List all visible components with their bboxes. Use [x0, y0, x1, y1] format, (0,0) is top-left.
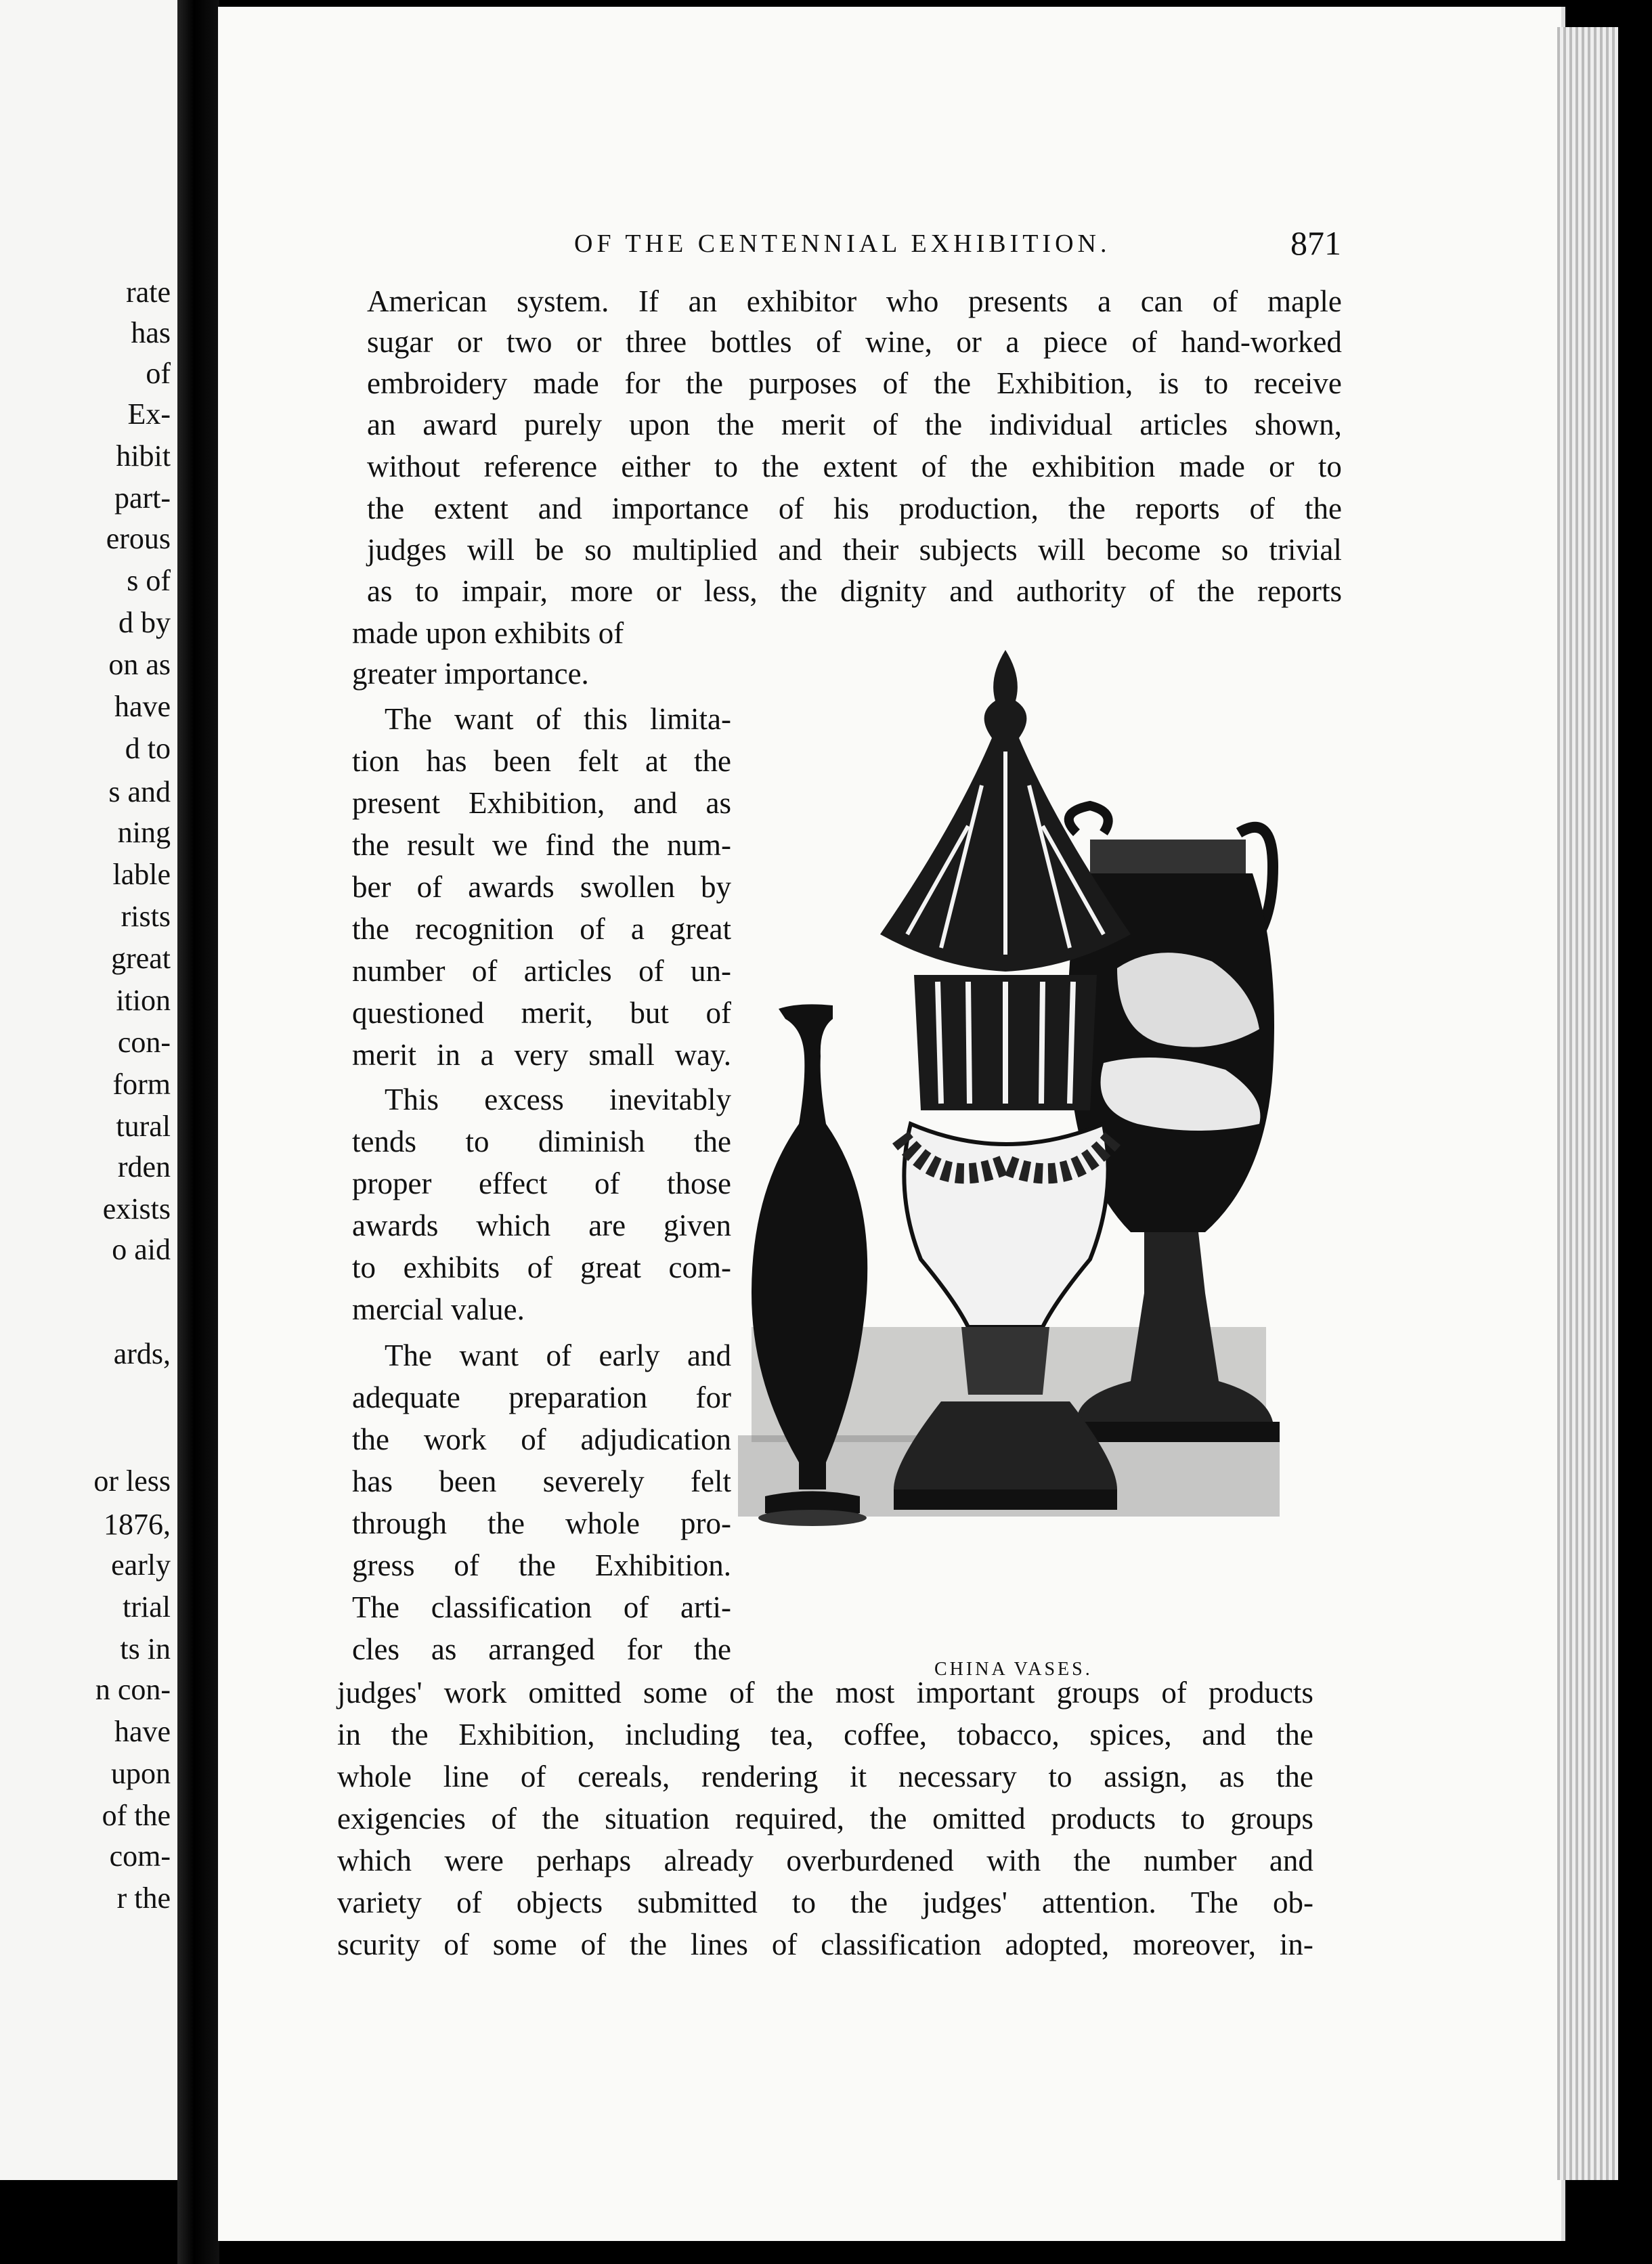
facing-page-line: exists — [102, 1192, 171, 1225]
text-line: American system. If an exhibitor who presents a can of maple — [367, 284, 1342, 318]
text-line: in the Exhibition, including tea, coffee, tobacco, spices, and the — [337, 1718, 1313, 1751]
text-line: variety of objects submitted to the judges' attention. The ob- — [337, 1886, 1313, 1919]
text-line: present Exhibition, and as — [352, 786, 731, 820]
text-line: proper effect of those — [352, 1167, 731, 1200]
text-line: exigencies of the situation required, the omitted products to groups — [337, 1802, 1313, 1835]
text-line: made upon exhibits of — [352, 616, 624, 650]
figure-caption: CHINA VASES. — [934, 1659, 1093, 1680]
facing-page-line: Ex- — [127, 397, 171, 431]
text-line: sugar or two or three bottles of wine, or a piece of hand-worked — [367, 325, 1342, 359]
facing-page-line: d by — [118, 606, 171, 639]
text-line: mercial value. — [352, 1292, 525, 1326]
facing-page-line: lable — [112, 858, 171, 891]
text-line: number of articles of un- — [352, 954, 731, 988]
text-line: to exhibits of great com- — [352, 1250, 731, 1284]
text-line: tion has been felt at the — [352, 744, 731, 778]
facing-page-line: early — [111, 1548, 171, 1582]
facing-page-line: great — [111, 942, 171, 975]
facing-page-line: or less — [93, 1464, 171, 1498]
text-line: without reference either to the extent of the exhibition made or to — [367, 450, 1342, 483]
facing-page-line: of the — [102, 1799, 171, 1832]
facing-page-line: n con- — [95, 1673, 171, 1706]
text-line: awards which are given — [352, 1209, 731, 1242]
facing-page-line: upon — [111, 1757, 171, 1790]
facing-page-line: s and — [108, 775, 171, 808]
text-line: cles as arranged for the — [352, 1632, 731, 1666]
facing-page-line: d to — [125, 732, 171, 765]
china-vases-illustration — [738, 650, 1280, 1625]
facing-page-line: ts in — [120, 1632, 171, 1666]
facing-page-line: form — [112, 1068, 171, 1101]
facing-page-line: rists — [121, 900, 171, 933]
text-line: scurity of some of the lines of classification adopted, moreover, in- — [337, 1928, 1313, 1961]
text-line: the recognition of a great — [352, 912, 731, 946]
text-line: whole line of cereals, rendering it necessary to assign, as the — [337, 1760, 1313, 1793]
text-line: an award purely upon the merit of the individual articles shown, — [367, 408, 1342, 441]
facing-page-line: trial — [123, 1590, 171, 1624]
facing-page-line: rden — [117, 1150, 171, 1183]
facing-page-line: rate — [126, 276, 171, 309]
text-line: as to impair, more or less, the dignity and authority of the reports — [367, 574, 1342, 608]
facing-page-line: ards, — [113, 1337, 171, 1370]
text-line: the result we find the num- — [352, 828, 731, 862]
text-line: greater importance. — [352, 657, 589, 691]
facing-page-line: have — [114, 1715, 171, 1748]
facing-page-line: has — [131, 316, 171, 349]
text-line: The classification of arti- — [352, 1590, 731, 1624]
text-line: which were perhaps already overburdened with the number and — [337, 1844, 1313, 1877]
text-line: the extent and importance of his production, the reports of the — [367, 492, 1342, 525]
text-line: questioned merit, but of — [352, 996, 731, 1030]
text-line: tends to diminish the — [352, 1125, 731, 1158]
facing-page-line: erous — [106, 522, 171, 555]
text-line: through the whole pro- — [352, 1506, 731, 1540]
facing-page-line: ning — [117, 816, 171, 849]
running-head: OF THE CENTENNIAL EXHIBITION. — [574, 230, 1111, 258]
text-line: judges will be so multiplied and their subjects will become so trivial — [367, 533, 1342, 567]
text-line: The want of this limita- — [385, 702, 731, 736]
text-line: This excess inevitably — [385, 1083, 731, 1116]
facing-page-line: ition — [116, 984, 171, 1017]
text-line: judges' work omitted some of the most important groups of products — [337, 1676, 1313, 1710]
facing-page-line: part- — [114, 481, 171, 515]
facing-page-line: s of — [127, 564, 171, 597]
facing-page — [0, 0, 177, 2180]
facing-page-line: o aid — [112, 1233, 171, 1266]
facing-page-line: of — [146, 357, 171, 390]
text-line: ber of awards swollen by — [352, 870, 731, 904]
page-edges — [1557, 27, 1618, 2180]
page-number: 871 — [1290, 224, 1341, 262]
facing-page-line: r the — [116, 1881, 171, 1915]
text-line: has been severely felt — [352, 1464, 731, 1498]
facing-page-line: con- — [117, 1026, 171, 1059]
text-line: embroidery made for the purposes of the Exhibition, is to receive — [367, 366, 1342, 400]
text-line: The want of early and — [385, 1338, 731, 1372]
book-gutter — [177, 0, 219, 2264]
text-line: the work of adjudication — [352, 1422, 731, 1456]
facing-page-line: hibit — [116, 439, 171, 473]
facing-page-line: tural — [116, 1110, 171, 1143]
facing-page-line: have — [114, 690, 171, 723]
facing-page-line: com- — [109, 1840, 171, 1873]
facing-page-line: 1876, — [104, 1508, 171, 1541]
text-line: gress of the Exhibition. — [352, 1548, 731, 1582]
text-line: merit in a very small way. — [352, 1038, 731, 1072]
text-line: adequate preparation for — [352, 1380, 731, 1414]
facing-page-line: on as — [108, 648, 171, 681]
